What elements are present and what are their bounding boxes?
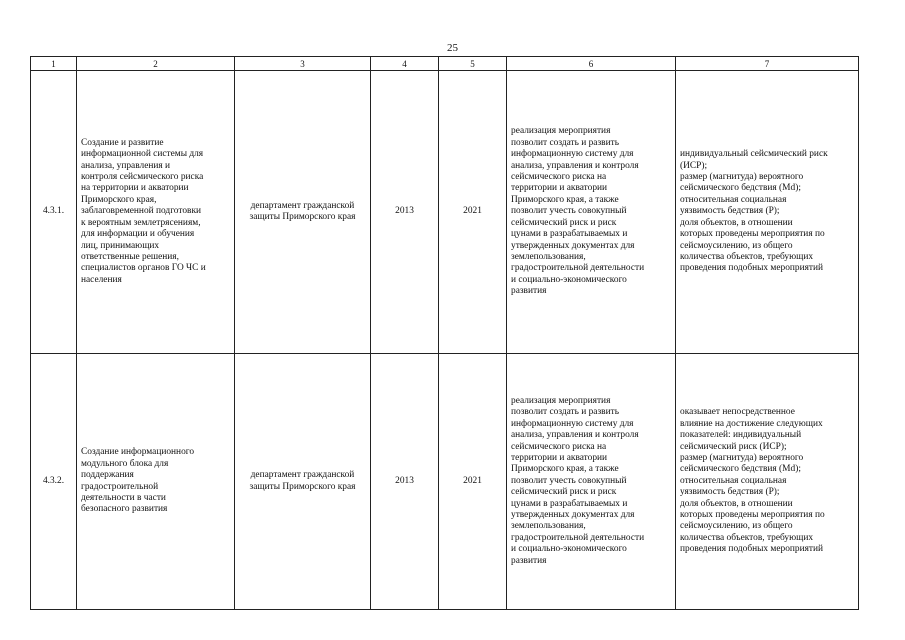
header-col-3: 3 [235,57,371,71]
end-year: 2021 [439,354,507,610]
table-row [31,354,859,610]
header-col-7: 7 [676,57,859,71]
header-col-5: 5 [439,57,507,71]
end-year: 2021 [439,71,507,354]
related-indicators: оказывает непосредственное влияние на достижение следующих показателей: индивидуальный сейсмический риск (ИСР); размер (магнитуда) вероятного сейсмического бедствия (Md); относительная социальная уязвимость бедствия (Р); доля объектов, в отношении которых проведены мероприятия по сейсмоусилению, из общего количества объектов, требующих проведения подобных мероприятий [676,354,859,610]
row-number: 4.3.2. [31,354,77,610]
page-number: 25 [447,42,458,54]
header-col-4: 4 [371,57,439,71]
header-col-1: 1 [31,57,77,71]
table-row [31,71,859,354]
table-header [31,57,859,71]
measure-name: Создание и развитие информационной системы для анализа, управления и контроля сейсмического риска на территории и акватории Приморского края, заблаговременной подготовки к вероятным землетрясениям, для информации и обучения лиц, принимающих ответственные решения, специалистов органов ГО ЧС и населения [77,71,235,354]
start-year: 2013 [371,354,439,610]
executor: департамент гражданской защиты Приморского края [235,71,371,354]
measures-table [30,56,859,610]
related-indicators: индивидуальный сейсмический риск (ИСР); размер (магнитуда) вероятного сейсмического бедствия (Md); относительная социальная уязвимость бедствия (Р); доля объектов, в отношении которых проведены мероприятия по сейсмоусилению, из общего количества объектов, требующих проведения подобных мероприятий [676,71,859,354]
header-col-2: 2 [77,57,235,71]
executor: департамент гражданской защиты Приморского края [235,354,371,610]
start-year: 2013 [371,71,439,354]
header-col-6: 6 [507,57,676,71]
measure-name: Создание информационного модульного блока для поддержания градостроительной деятельности в части безопасного развития [77,354,235,610]
expected-result: реализация мероприятия позволит создать и развить информационную систему для анализа, управления и контроля сейсмического риска на территории и акватории Приморского края, а также позволит учесть совокупный сейсмический риск и риск цунами в разрабатываемых и утвержденных документах для землепользования, градостроительной деятельности и социально-экономического развития [507,354,676,610]
expected-result: реализация мероприятия позволит создать и развить информационную систему для анализа, управления и контроля сейсмического риска на территории и акватории Приморского края, а также позволит учесть совокупный сейсмический риск и риск цунами в разрабатываемых и утвержденных документах для землепользования, градостроительной деятельности и социально-экономического развития [507,71,676,354]
row-number: 4.3.1. [31,71,77,354]
